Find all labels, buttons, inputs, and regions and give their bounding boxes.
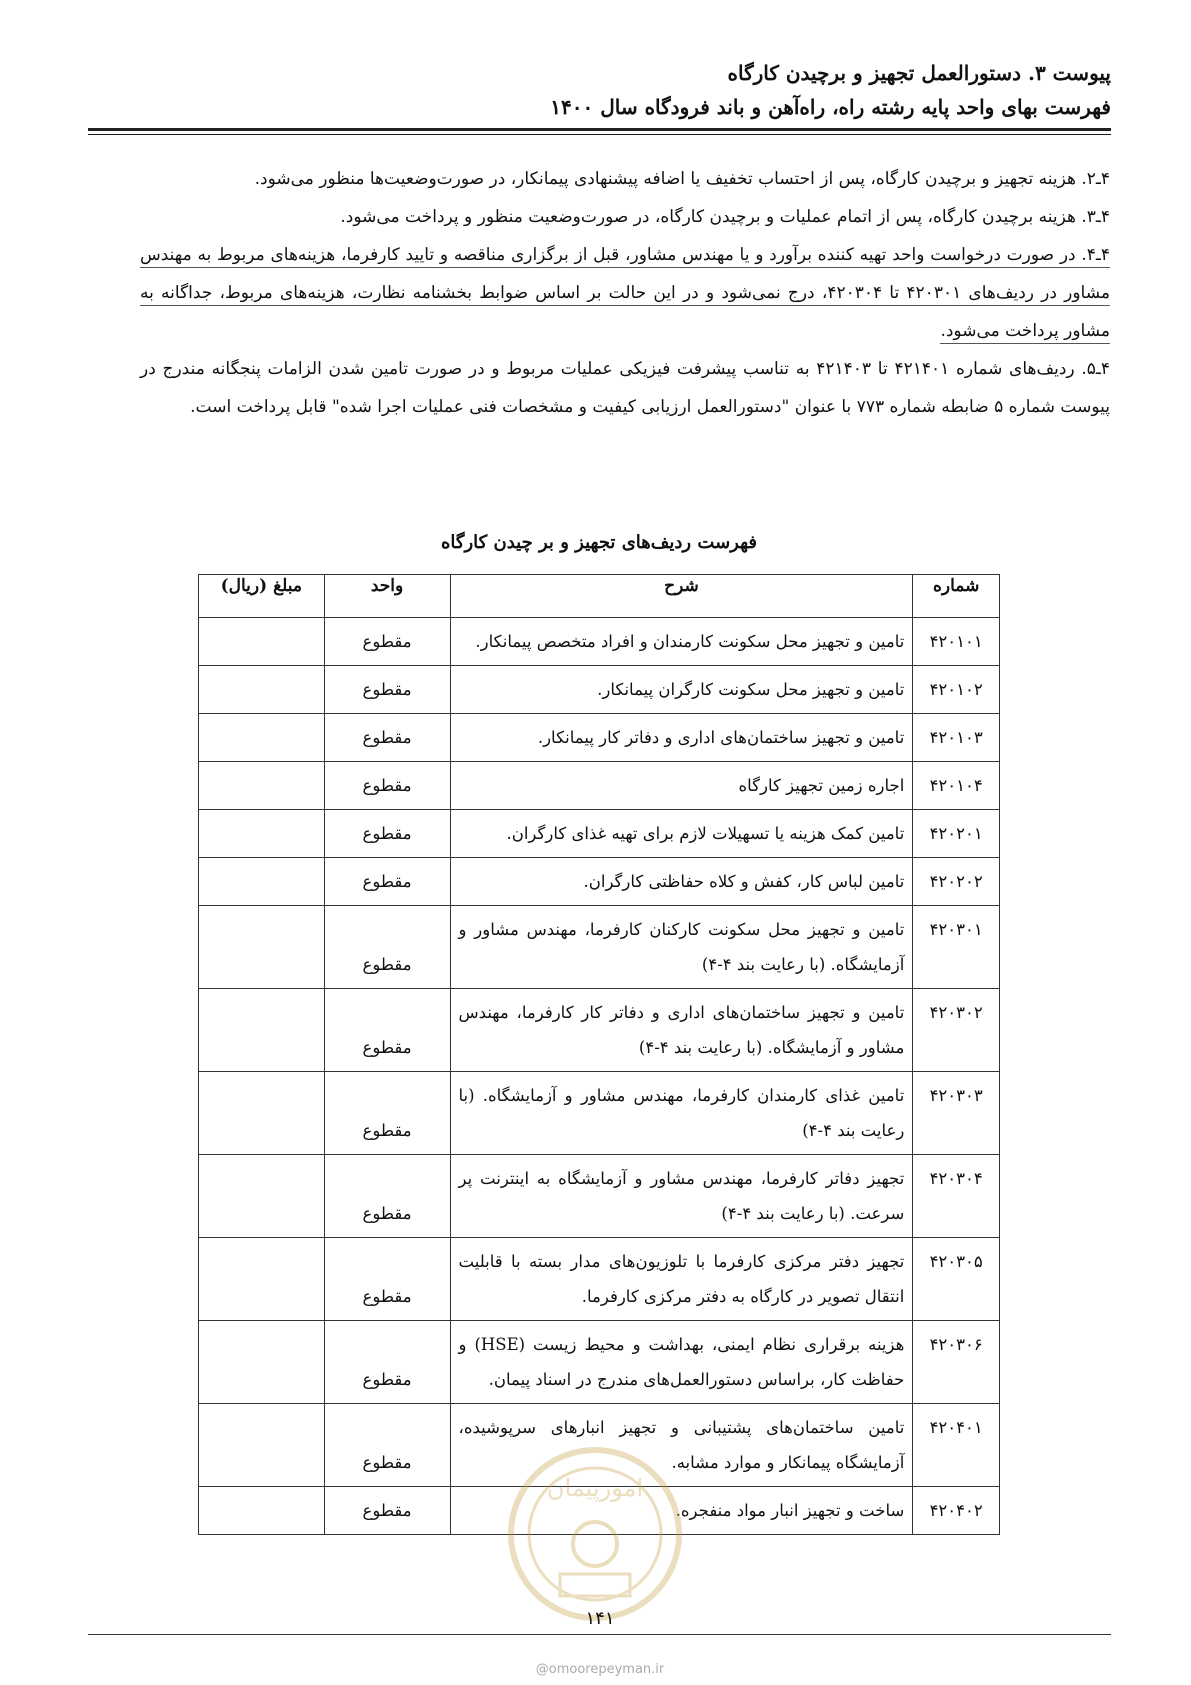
row-amount bbox=[199, 1404, 325, 1487]
header-number: شماره bbox=[913, 575, 1000, 618]
row-number: ۴۲۰۲۰۱ bbox=[913, 810, 1000, 858]
row-unit: مقطوع bbox=[324, 906, 450, 989]
row-description: تامین و تجهیز ساختمان‌های اداری و دفاتر کار پیمانکار. bbox=[450, 714, 913, 762]
row-number: ۴۲۰۱۰۳ bbox=[913, 714, 1000, 762]
row-unit: مقطوع bbox=[324, 666, 450, 714]
table-header-row bbox=[199, 575, 1000, 618]
row-unit: مقطوع bbox=[324, 1321, 450, 1404]
row-amount bbox=[199, 1487, 325, 1535]
row-amount bbox=[199, 810, 325, 858]
seal-stamp-icon bbox=[505, 1434, 685, 1634]
row-number: ۴۲۰۳۰۱ bbox=[913, 906, 1000, 989]
header-amount: مبلغ (ریال) bbox=[199, 575, 325, 618]
row-unit: مقطوع bbox=[324, 989, 450, 1072]
body-text bbox=[140, 160, 1110, 426]
row-number: ۴۲۰۳۰۲ bbox=[913, 989, 1000, 1072]
row-unit: مقطوع bbox=[324, 1487, 450, 1535]
row-unit: مقطوع bbox=[324, 762, 450, 810]
row-description: تجهیز دفتر مرکزی کارفرما با تلوزیون‌های مدار بسته با قابلیت انتقال تصویر در کارگاه به دفتر مرکزی کارفرما. bbox=[450, 1238, 913, 1321]
row-amount bbox=[199, 989, 325, 1072]
table-row bbox=[199, 762, 1000, 810]
row-description: تامین و تجهیز محل سکونت کارکنان کارفرما، مهندس مشاور و آزمایشگاه. (با رعایت بند ۴-۴) bbox=[450, 906, 913, 989]
paragraph-4-4 bbox=[140, 236, 1110, 350]
header-description: شرح bbox=[450, 575, 913, 618]
row-description: تامین و تجهیز محل سکونت کارمندان و افراد متخصص پیمانکار. bbox=[450, 618, 913, 666]
table-row bbox=[199, 714, 1000, 762]
row-amount bbox=[199, 858, 325, 906]
paragraph-4-3: ۴ـ۳. هزینه برچیدن کارگاه، پس از اتمام عملیات و برچیدن کارگاه، در صورت‌وضعیت منظور و پرداخت می‌شود. bbox=[340, 207, 1110, 227]
header-title: پیوست ۳. دستورالعمل تجهیز و برچیدن کارگاه bbox=[727, 61, 1111, 85]
row-amount bbox=[199, 618, 325, 666]
header-divider-thin bbox=[88, 134, 1111, 135]
table-row bbox=[199, 618, 1000, 666]
svg-text:امورپیمان: امورپیمان bbox=[546, 1474, 644, 1502]
row-number: ۴۲۰۱۰۴ bbox=[913, 762, 1000, 810]
table-row bbox=[199, 1072, 1000, 1155]
row-description: تامین لباس کار، کفش و کلاه حفاظتی کارگران. bbox=[450, 858, 913, 906]
footer-divider bbox=[88, 1634, 1111, 1635]
row-unit: مقطوع bbox=[324, 1238, 450, 1321]
items-table bbox=[198, 574, 1000, 1535]
row-description: تامین ساختمان‌های پشتیبانی و تجهیز انبارهای سرپوشیده، آزمایشگاه پیمانکار و موارد مشابه. bbox=[450, 1404, 913, 1487]
table-row bbox=[199, 858, 1000, 906]
row-description: تامین غذای کارمندان کارفرما، مهندس مشاور و آزمایشگاه. (با رعایت بند ۴-۴) bbox=[450, 1072, 913, 1155]
row-description: ساخت و تجهیز انبار مواد منفجره. bbox=[450, 1487, 913, 1535]
row-unit: مقطوع bbox=[324, 1155, 450, 1238]
row-number: ۴۲۰۳۰۵ bbox=[913, 1238, 1000, 1321]
table-title: فهرست ردیف‌های تجهیز و بر چیدن کارگاه bbox=[441, 532, 757, 553]
row-number: ۴۲۰۴۰۲ bbox=[913, 1487, 1000, 1535]
row-amount bbox=[199, 906, 325, 989]
paragraph-4-4-text: ۴ـ۴. در صورت درخواست واحد تهیه کننده برآورد و یا مهندس مشاور، قبل از برگزاری مناقصه و تایید کارفرما، هزینه‌های مربوط به مهندس مشاور در ردیف‌های ۴۲۰۳۰۱ تا ۴۲۰۳۰۴، درج نمی‌شود و در این حالت بر اساس ضوابط بخشنامه نظارت، هزینه‌های مربوط، جداگانه به مشاور پرداخت می‌شود. bbox=[140, 245, 1110, 344]
row-number: ۴۲۰۱۰۲ bbox=[913, 666, 1000, 714]
row-amount bbox=[199, 1072, 325, 1155]
row-unit: مقطوع bbox=[324, 858, 450, 906]
row-description: تامین و تجهیز محل سکونت کارگران پیمانکار. bbox=[450, 666, 913, 714]
row-number: ۴۲۰۳۰۴ bbox=[913, 1155, 1000, 1238]
row-number: ۴۲۰۴۰۱ bbox=[913, 1404, 1000, 1487]
row-number: ۴۲۰۳۰۳ bbox=[913, 1072, 1000, 1155]
row-amount bbox=[199, 666, 325, 714]
row-number: ۴۲۰۳۰۶ bbox=[913, 1321, 1000, 1404]
row-description: تامین کمک هزینه یا تسهیلات لازم برای تهیه غذای کارگران. bbox=[450, 810, 913, 858]
page-number: ۱۴۱ bbox=[585, 1608, 615, 1629]
row-amount bbox=[199, 714, 325, 762]
table-row bbox=[199, 666, 1000, 714]
row-number: ۴۲۰۱۰۱ bbox=[913, 618, 1000, 666]
table-row bbox=[199, 989, 1000, 1072]
row-description: تجهیز دفاتر کارفرما، مهندس مشاور و آزمایشگاه به اینترنت پر سرعت. (با رعایت بند ۴-۴) bbox=[450, 1155, 913, 1238]
row-unit: مقطوع bbox=[324, 618, 450, 666]
table-row bbox=[199, 1155, 1000, 1238]
paragraph-4-5: ۴ـ۵. ردیف‌های شماره ۴۲۱۴۰۱ تا ۴۲۱۴۰۳ به تناسب پیشرفت فیزیکی عملیات مربوط و در صورت تامین شدن الزامات پنجگانه مندرج در پیوست شماره ۵ ضابطه شماره ۷۷۳ با عنوان "دستورالعمل ارزیابی کیفیت و مشخصات فنی عملیات اجرا شده" قابل پرداخت است. bbox=[140, 359, 1110, 417]
header-unit: واحد bbox=[324, 575, 450, 618]
row-description: تامین و تجهیز ساختمان‌های اداری و دفاتر کار کارفرما، مهندس مشاور و آزمایشگاه. (با رعایت بند ۴-۴) bbox=[450, 989, 913, 1072]
page-header bbox=[88, 56, 1111, 124]
header-subtitle: فهرست بهای واحد پایه رشته راه، راه‌آهن و باند فرودگاه سال ۱۴۰۰ bbox=[550, 95, 1111, 119]
watermark-text: @omoorepeyman.ir bbox=[535, 1662, 665, 1677]
row-description: اجاره زمین تجهیز کارگاه bbox=[450, 762, 913, 810]
row-description: هزینه برقراری نظام ایمنی، بهداشت و محیط زیست (HSE) و حفاظت کار، براساس دستورالعمل‌های مندرج در اسناد پیمان. bbox=[450, 1321, 913, 1404]
table-row bbox=[199, 906, 1000, 989]
row-amount bbox=[199, 1155, 325, 1238]
table-row bbox=[199, 810, 1000, 858]
row-amount bbox=[199, 762, 325, 810]
table-row bbox=[199, 1321, 1000, 1404]
row-amount bbox=[199, 1238, 325, 1321]
paragraph-4-2: ۴ـ۲. هزینه تجهیز و برچیدن کارگاه، پس از احتساب تخفیف یا اضافه پیشنهادی پیمانکار، در صورت‌وضعیت‌ها منظور می‌شود. bbox=[254, 169, 1110, 189]
row-unit: مقطوع bbox=[324, 1072, 450, 1155]
row-number: ۴۲۰۲۰۲ bbox=[913, 858, 1000, 906]
row-amount bbox=[199, 1321, 325, 1404]
row-unit: مقطوع bbox=[324, 714, 450, 762]
row-unit: مقطوع bbox=[324, 1404, 450, 1487]
row-unit: مقطوع bbox=[324, 810, 450, 858]
table-row bbox=[199, 1238, 1000, 1321]
header-divider-thick bbox=[88, 128, 1111, 131]
